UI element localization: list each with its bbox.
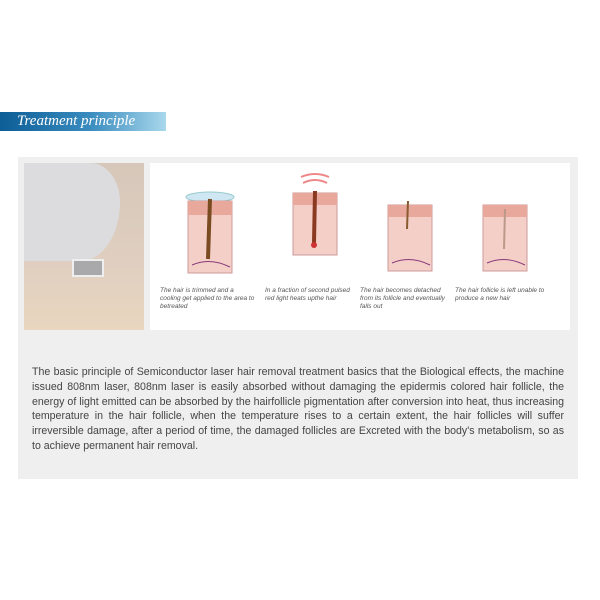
handpiece-tip — [72, 259, 104, 277]
step-caption: The hair becomes detached from its follicle and eventually falls out — [360, 287, 445, 310]
step-caption: In a fraction of second pulsed red light heats upthe hair — [265, 287, 350, 302]
step-caption: The hair is trimmed and a cooling get applied to the area to betreated — [160, 287, 255, 310]
section-banner — [0, 112, 166, 131]
step-2 — [265, 163, 360, 330]
treatment-panel — [18, 157, 578, 479]
device-photo — [24, 163, 144, 330]
treatment-diagram — [150, 163, 570, 330]
step-4 — [455, 163, 550, 330]
description-text: The basic principle of Semiconductor laser hair removal treatment basics that the Biological effects, the machine issued 808nm laser, 808nm laser is easily absorbed without damaging the epidermis colored hair follicle, the energy of light emitted can be absorbed by the hairfollicle pigmentation after conversion into heat, thus increasing temperature in the hair follicle, when the temperature rises to a certain extent, the hair follicles will suffer irreversible damage, after a period of time, the damaged follicles are Excreted with the body's metabolism, so as to achieve permanent hair removal. — [32, 366, 564, 452]
laser-heating-illustration — [287, 171, 343, 261]
skin-cooling-illustration — [182, 189, 238, 279]
step-caption: The hair follicle is left unable to produce a new hair — [455, 287, 545, 302]
hair-detached-illustration — [382, 189, 438, 279]
step-1 — [160, 163, 255, 330]
section-title: Treatment principle — [17, 113, 136, 129]
step-3 — [360, 163, 455, 330]
follicle-inactive-illustration — [477, 189, 533, 279]
handpiece-image — [24, 163, 120, 261]
